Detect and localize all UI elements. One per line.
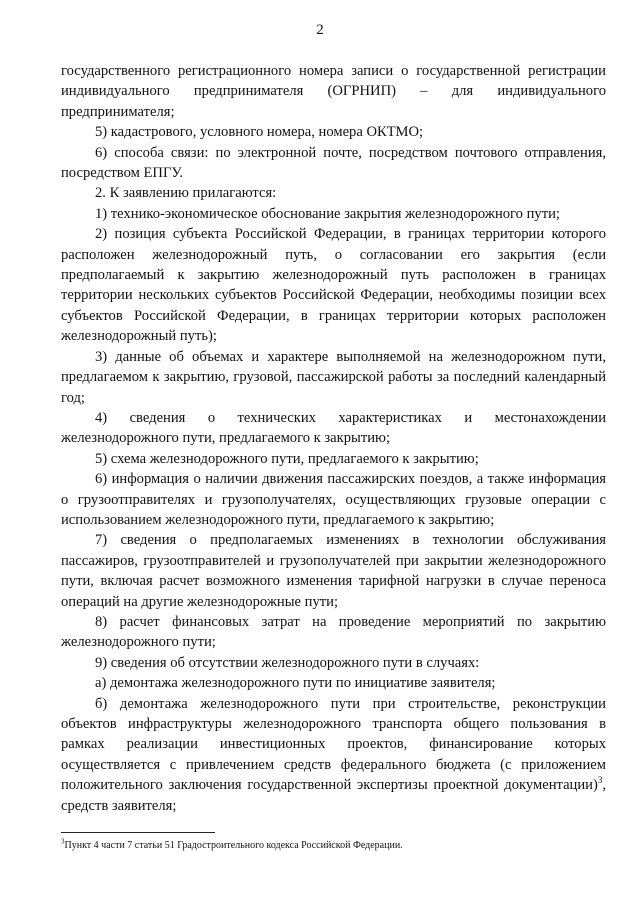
paragraph-2: 5) кадастрового, условного номера, номера ОКТМО; bbox=[95, 124, 424, 141]
paragraph-8: 4) сведения о технических характеристиках и местонахождении железнодорожного пути, предлагаемого к закрытию; bbox=[61, 409, 606, 447]
document-body bbox=[61, 61, 606, 816]
paragraph-15-tail: , средств заявителя; bbox=[61, 777, 606, 814]
paragraph-3: 6) способа связи: по электронной почте, посредством почтового отправления, посредством ЕПГУ. bbox=[61, 144, 606, 182]
footnote-separator bbox=[61, 832, 215, 833]
paragraph-9: 5) схема железнодорожного пути, предлагаемого к закрытию; bbox=[95, 450, 479, 467]
paragraph-12: 8) расчет финансовых затрат на проведение мероприятий по закрытию железнодорожного пути; bbox=[61, 613, 606, 651]
footnote bbox=[61, 839, 606, 852]
footnote-text: Пункт 4 части 7 статьи 51 Градостроительного кодекса Российской Федерации. bbox=[64, 840, 403, 851]
paragraph-7: 3) данные об объемах и характере выполняемой на железнодорожном пути, предлагаемом к закрытию, грузовой, пассажирской работы за последний календарный год; bbox=[61, 348, 606, 406]
footnote-marker: 3 bbox=[61, 837, 65, 846]
paragraph-1: государственного регистрационного номера записи о государственной регистрации индивидуального предпринимателя (ОГРНИП) – для индивидуального предпринимателя; bbox=[61, 63, 606, 120]
paragraph-11: 7) сведения о предполагаемых изменениях в технологии обслуживания пассажиров, грузоотправителей и грузополучателей при закрытии железнодорожного пути, включая расчет возможного изменения тарифной нагрузки в случае переноса операций на другие железнодорожные пути; bbox=[61, 532, 606, 610]
paragraph-13: 9) сведения об отсутствии железнодорожного пути в случаях: bbox=[95, 654, 480, 671]
paragraph-15-text: б) демонтажа железнодорожного пути при строительстве, реконструкции объектов инфраструктуры железнодорожного транспорта общего пользования в рамках реализации инвестиционных проектов, финансирование которых осуществляется с привлечением средств федерального бюджета (с приложением положительного заключения государственной экспертизы проектной документации) bbox=[61, 695, 606, 794]
page-number: 2 bbox=[316, 22, 324, 38]
paragraph-6: 2) позиция субъекта Российской Федерации, в границах территории которого расположен железнодорожный путь, о согласовании его закрытия (если предполагаемый к закрытию железнодорожный путь расположен в границах территории нескольких субъектов Российской Федерации, необходимы позиции всех субъектов Российской Федерации, в границах территории которых расположен железнодорожный путь); bbox=[61, 226, 606, 345]
paragraph-10: 6) информация о наличии движения пассажирских поездов, а также информация о грузоотправителях и грузополучателях, осуществляющих грузовые операции с использованием железнодорожного пути, предлагаемого к закрытию; bbox=[61, 471, 606, 528]
paragraph-15 bbox=[61, 694, 606, 816]
paragraph-5: 1) технико-экономическое обоснование закрытия железнодорожного пути; bbox=[95, 205, 560, 222]
footnote-reference: 3 bbox=[597, 775, 603, 786]
paragraph-14: а) демонтажа железнодорожного пути по инициативе заявителя; bbox=[95, 675, 496, 692]
paragraph-4: 2. К заявлению прилагаются: bbox=[95, 185, 277, 202]
